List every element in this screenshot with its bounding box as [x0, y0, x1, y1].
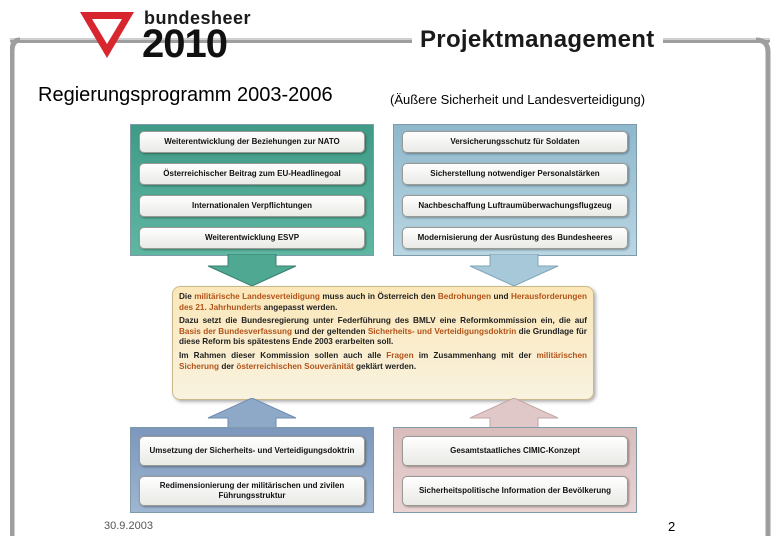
logo-year: 2010	[142, 22, 227, 66]
item-doctrine: Umsetzung der Sicherheits- und Verteidigungsdoktrin	[139, 436, 365, 466]
program-subtitle: (Äußere Sicherheit und Landesverteidigung)	[390, 92, 646, 107]
item-nato: Weiterentwicklung der Beziehungen zur NATO	[139, 131, 365, 153]
panel-civil	[393, 427, 637, 513]
item-international-obligations: Internationalen Verpflichtungen	[139, 195, 365, 217]
item-aircraft: Nachbeschaffung Luftraumüberwachungsflugzeug	[402, 195, 628, 217]
item-esvp: Weiterentwicklung ESVP	[139, 227, 365, 249]
item-modernization: Modernisierung der Ausrüstung des Bundesheeres	[402, 227, 628, 249]
item-command-structure: Redimensionierung der militärischen und zivilen Führungsstruktur	[139, 476, 365, 506]
item-public-information: Sicherheitspolitische Information der Bevölkerung	[402, 476, 628, 506]
left-frame-rule	[10, 36, 22, 536]
right-frame-rule	[756, 36, 772, 536]
item-eu-headlinegoal: Österreichischer Beitrag zum EU-Headlinegoal	[139, 163, 365, 185]
reform-paragraph-3: Im Rahmen dieser Kommission sollen auch alle Fragen im Zusammenhang mit der militärischen Sicherung der österreichischen Souveränität geklärt werden.	[179, 350, 587, 371]
footer-date: 30.9.2003	[104, 520, 153, 532]
page-header-title: Projektmanagement	[412, 26, 663, 54]
reform-paragraph-2: Dazu setzt die Bundesregierung unter Federführung des BMLV eine Reformkommission ein, die auf Basis der Bundesverfassung und der geltenden Sicherheits- und Verteidigungsdoktrin die Grundlage für diese Reform bis spätestens Ende 2003 erarbeiten soll.	[179, 316, 587, 347]
item-insurance: Versicherungsschutz für Soldaten	[402, 131, 628, 153]
bundesheer-logo-icon	[76, 8, 138, 60]
panel-international	[130, 124, 374, 256]
arrow-up-left-icon	[206, 398, 298, 430]
item-cimic: Gesamtstaatliches CIMIC-Konzept	[402, 436, 628, 466]
logo-wordmark: bundesheer	[144, 8, 252, 28]
panel-national	[393, 124, 637, 256]
arrow-up-right-icon	[468, 398, 560, 430]
arrow-down-left-icon	[206, 254, 298, 288]
program-title: Regierungsprogramm 2003-2006	[38, 84, 333, 106]
item-personnel: Sicherstellung notwendiger Personalstärken	[402, 163, 628, 185]
reform-paragraph-1: Die militärische Landesverteidigung muss auch in Österreich den Bedrohungen und Herausforderungen des 21. Jahrhunderts angepasst werden.	[179, 292, 587, 312]
reform-description	[172, 286, 594, 400]
panel-doctrine	[130, 427, 374, 513]
page-number: 2	[668, 519, 676, 534]
arrow-down-right-icon	[468, 254, 560, 288]
